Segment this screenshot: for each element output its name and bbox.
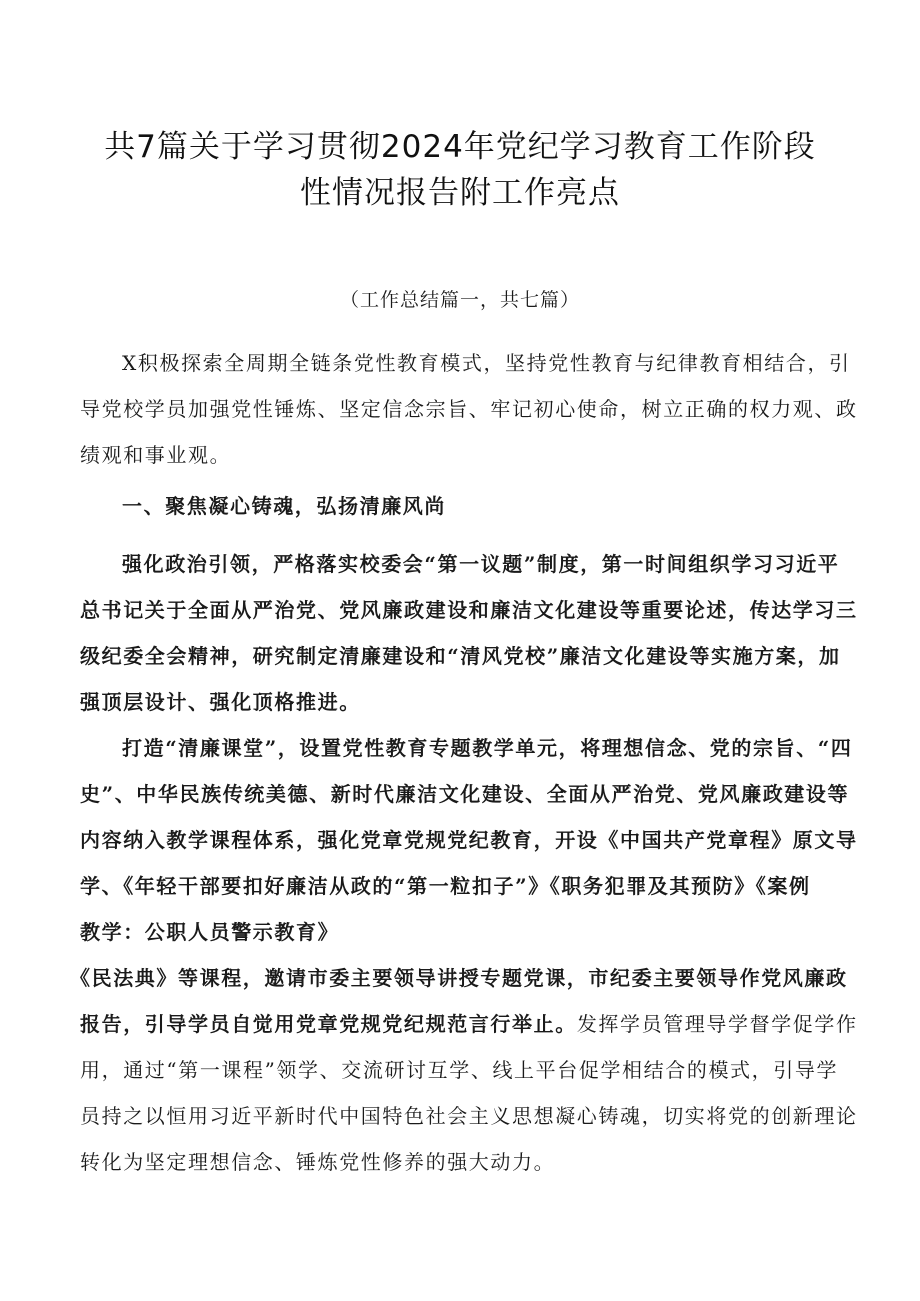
- paragraph-line-mixed: [80, 1001, 860, 1047]
- document-title-line-1: 共7篇关于学习贯彻2024年党纪学习教育工作阶段: [104, 129, 816, 165]
- paragraph-line: 强顶层设计、强化顶格推进。: [80, 690, 361, 714]
- paragraph-line: 教学：公职人员警示教育》: [80, 920, 340, 944]
- paragraph-line: 员持之以恒用习近平新时代中国特色社会主义思想凝心铸魂，切实将党的创新理论: [80, 1104, 858, 1128]
- paragraph-line: 强化政治引领，严格落实校委会“第一议题”制度，第一时间组织学习习近平: [122, 552, 840, 576]
- intro-line: 导党校学员加强党性锤炼、坚定信念宗旨、牢记初心使命，树立正确的权力观、政: [80, 397, 858, 421]
- paragraph-line: 总书记关于全面从严治党、党风廉政建设和廉洁文化建设等重要论述，传达学习三: [80, 598, 858, 622]
- paragraph-line: 转化为坚定理想信念、锤炼党性修养的强大动力。: [80, 1150, 556, 1174]
- paragraph-political-guidance: [80, 541, 860, 725]
- section-heading-text: 一、聚焦凝心铸魂，弘扬清廉风尚: [122, 494, 446, 518]
- paragraph-line: 《民法典》等课程，邀请市委主要领导讲授专题党课，市纪委主要领导作党风廉政: [70, 966, 848, 990]
- paragraph-line: 史”、中华民族传统美德、新时代廉洁文化建设、全面从严治党、党风廉政建设等: [80, 782, 850, 806]
- paragraph-line: 用，通过“第一课程”领学、交流研讨互学、线上平台促学相结合的模式，引导学: [80, 1058, 839, 1082]
- paragraph-clean-classroom: [80, 725, 860, 955]
- intro-line: X积极探索全周期全链条党性教育模式，坚持党性教育与纪律教育相结合，引: [122, 351, 851, 375]
- paragraph-line: 级纪委全会精神，研究制定清廉建设和“清风党校”廉洁文化建设等实施方案，加: [80, 644, 841, 668]
- section-heading: [80, 483, 860, 529]
- document-title-line-2: 性情况报告附工作亮点: [300, 175, 620, 211]
- paragraph-line: 内容纳入教学课程体系，强化党章党规党纪教育，开设《中国共产党章程》原文导: [80, 828, 858, 852]
- paragraph-line: 学、《年轻干部要扣好廉洁从政的“第一粒扣子”》《职务犯罪及其预防》《案例: [80, 874, 811, 898]
- paragraph-line: 打造“清廉课堂”，设置党性教育专题教学单元，将理想信念、党的宗旨、“四: [122, 736, 853, 760]
- intro-line: 绩观和事业观。: [80, 443, 232, 467]
- document-subtitle: （工作总结篇一，共七篇）: [339, 289, 580, 311]
- paragraph-regular-segment: 发挥学员管理导学督学促学作: [576, 1012, 858, 1036]
- intro-paragraph: [80, 340, 860, 478]
- paragraph-bold-segment: 报告，引导学员自觉用党章党规党纪规范言行举止。: [80, 1012, 577, 1036]
- paragraph-courses: [70, 955, 860, 1185]
